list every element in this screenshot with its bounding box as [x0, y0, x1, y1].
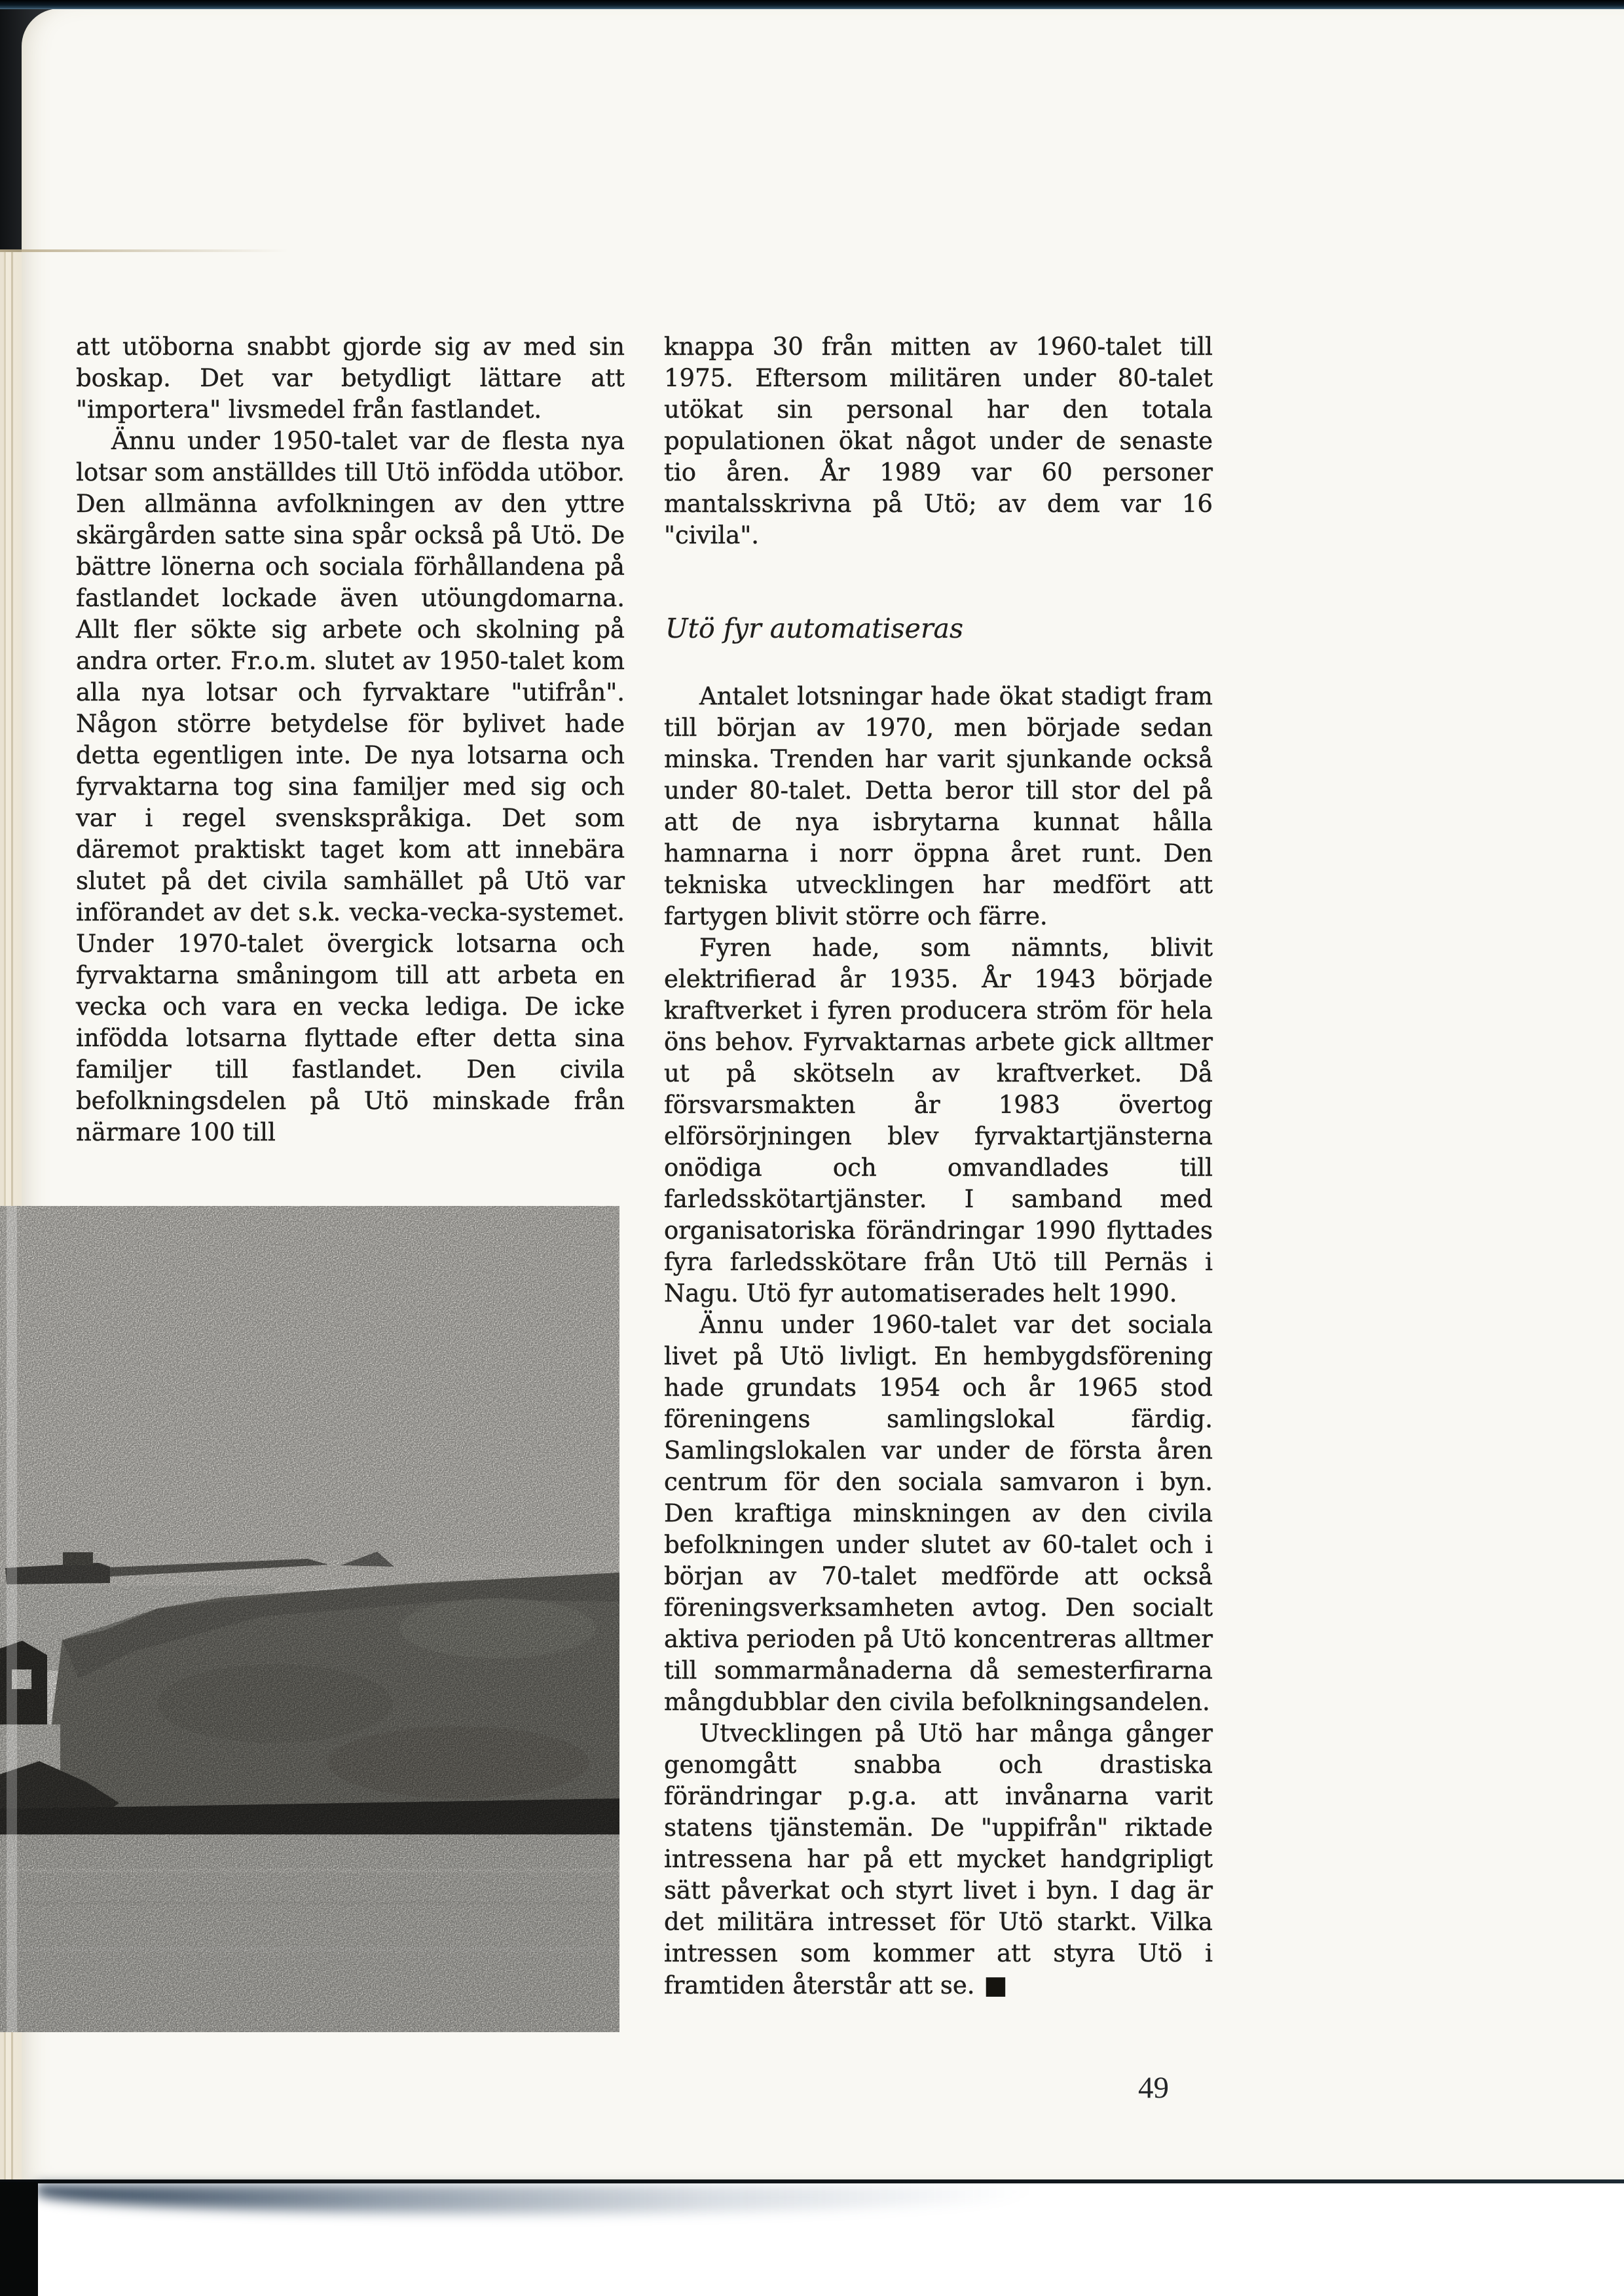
page-bottom-edge	[0, 2179, 1624, 2183]
left-text-column	[76, 331, 625, 1148]
section-heading: Utö fyr automatiseras	[665, 613, 964, 644]
end-of-article-square-icon: ■	[984, 1971, 1008, 1999]
photo-crease-highlight	[7, 1206, 17, 2032]
photo-halftone-grain	[0, 1206, 619, 2032]
paragraph: Ännu under 1960-talet var det sociala livet på Utö livligt. En hembygdsförening hade grundats 1954 och år 1965 stod föreningens samlingslokal färdig. Samlingslokalen var under de första åren centrum för den sociala samvaron i byn. Den kraftiga minskningen av den civila befolkningen under slutet av 60-talet och i början av 70-talet medförde att också föreningsverksamheten avtog. Den socialt aktiva perioden på Utö koncentreras alltmer till sommarmånaderna då semesterfirarna mångdubblar den civila befolkningsandelen.	[664, 1311, 1213, 1716]
underlying-page-edge	[0, 249, 288, 252]
closing-paragraph	[664, 1718, 1213, 2001]
page-number: 49	[1138, 2071, 1169, 2105]
paragraph: Antalet lotsningar hade ökat stadigt fram till början av 1970, men började sedan minska. Trenden har varit sjunkande också under 80-talet. Detta beror till stor del på att de nya isbrytarna kunnat hålla hamnarna i norr öppna året runt. Den tekniska utvecklingen har medfört att fartygen blivit större och färre.	[664, 682, 1213, 930]
shore-photograph	[0, 1206, 619, 2032]
scan-top-edge	[0, 0, 1624, 9]
paragraph: Ännu under 1950-talet var de flesta nya lotsar som anställdes till Utö infödda utöbor. Den allmänna avfolkningen av den yttre skärgården satte sina spår också på Utö. De bättre lönerna och sociala förhållandena på fastlandet lockade även utöungdomarna. Allt fler sökte sig arbete och skolning på andra orter. Fr.o.m. slutet av 1950-talet kom alla nya lotsar och fyrvaktare "utifrån". Någon större betydelse för bylivet hade detta egentligen inte. De nya lotsarna och fyrvaktarna tog sina familjer med sig och var i regel svenskspråkiga. Det som däremot praktiskt taget kom att innebära slutet på det civila samhället på Utö var införandet av det s.k. vecka-vecka-systemet. Under 1970-talet övergick lotsarna och fyrvaktarna småningom till att arbeta en vecka och vara en vecka lediga. De icke infödda lotsarna flyttade efter detta sina familjer till fastlandet. Den civila befolkningsdelen på Utö minskade från närmare 100 till	[76, 427, 625, 1146]
closing-paragraph-text: Utvecklingen på Utö har många gånger genomgått snabba och drastiska förändringar p.g.a. att invånarna varit statens tjänstemän. De "uppifrån" riktade intressena har på ett mycket handgripligt sätt påverkat och styrt livet i byn. I dag är det militära intresset för Utö starkt. Vilka intressen som kommer att styra Utö i framtiden återstår att se.	[664, 1719, 1213, 1999]
paragraph: Fyren hade, som nämnts, blivit elektrifierad år 1935. År 1943 började kraftverket i fyren producera ström för hela öns behov. Fyrvaktarnas arbete gick alltmer ut på skötseln av kraftverket. Då försvarsmakten år 1983 övertog elförsörjningen blev fyrvaktartjänsterna onödiga och omvandlades till farledsskötartjänster. I samband med organisatoriska förändringar 1990 flyttades fyra farledsskötare från Utö till Pernäs i Nagu. Utö fyr automatiserades helt 1990.	[664, 934, 1213, 1307]
paragraph-continuation: att utöborna snabbt gjorde sig av med sin boskap. Det var betydligt lättare att "importera" livsmedel från fastlandet.	[76, 333, 625, 424]
paragraph-continuation: knappa 30 från mitten av 1960-talet till 1975. Eftersom militären under 80-talet utökat sin personal har den totala populationen ökat något under de senaste tio åren. År 1989 var 60 personer mantalsskrivna på Utö; av dem var 16 "civila".	[664, 333, 1213, 549]
book-cover-corner	[0, 2182, 38, 2296]
right-text-column	[664, 331, 1213, 2001]
